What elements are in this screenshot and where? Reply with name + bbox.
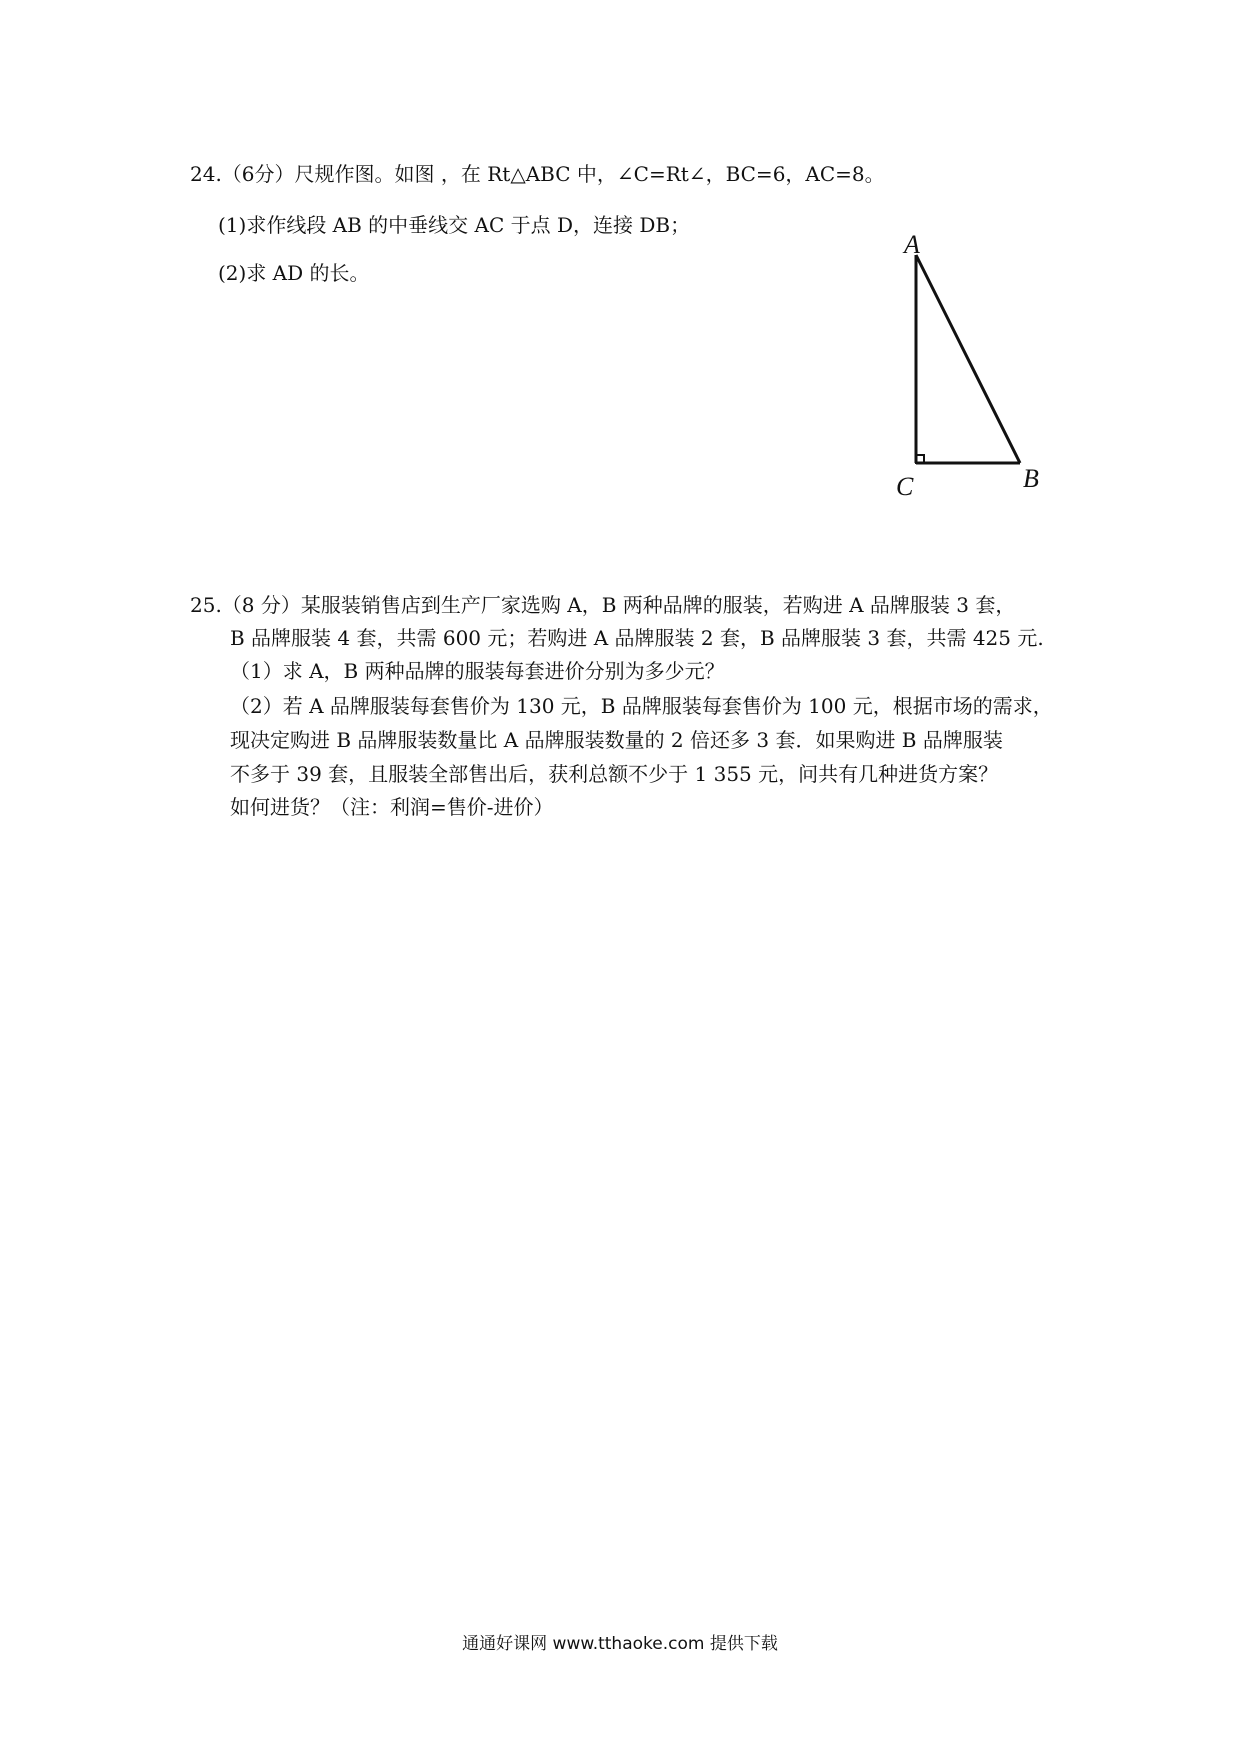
side-ab <box>916 255 1020 463</box>
question-25-line-4: （2）若 A 品牌服装每套售价为 130 元，B 品牌服装每套售价为 100 元，根据市场的需求， <box>230 694 1053 718</box>
question-24-header: 24.（6分）尺规作图。如图 ，在 Rt△ABC 中，∠C=Rt∠，BC=6，AC=8。 <box>190 162 885 186</box>
page-footer: 通通好课网 www.tthaoke.com 提供下载 <box>462 1634 778 1654</box>
question-25-line-3: （1）求 A，B 两种品牌的服装每套进价分别为多少元？ <box>230 659 725 683</box>
vertex-label-b: B <box>1023 464 1039 493</box>
question-25-line-2: B 品牌服装 4 套，共需 600 元；若购进 A 品牌服装 2 套，B 品牌服装 3 套，共需 425 元. <box>230 626 1044 650</box>
vertex-label-c: C <box>896 472 914 501</box>
question-24-part-2: (2)求 AD 的长。 <box>218 261 370 285</box>
question-25-line-6: 不多于 39 套，且服装全部售出后，获利总额不少于 1 355 元，问共有几种进货方案？ <box>230 762 999 786</box>
right-triangle-figure <box>880 225 1060 505</box>
question-24-part-1: (1)求作线段 AB 的中垂线交 AC 于点 D，连接 DB； <box>218 213 691 237</box>
vertex-label-a: A <box>904 230 920 259</box>
question-25-line-5: 现决定购进 B 品牌服装数量比 A 品牌服装数量的 2 倍还多 3 套．如果购进 B 品牌服装 <box>230 728 1003 752</box>
question-25-line-7: 如何进货？（注：利润=售价-进价） <box>230 795 554 819</box>
question-25-line-1: 25.（8 分）某服装销售店到生产厂家选购 A，B 两种品牌的服装，若购进 A 品牌服装 3 套， <box>190 593 1016 617</box>
